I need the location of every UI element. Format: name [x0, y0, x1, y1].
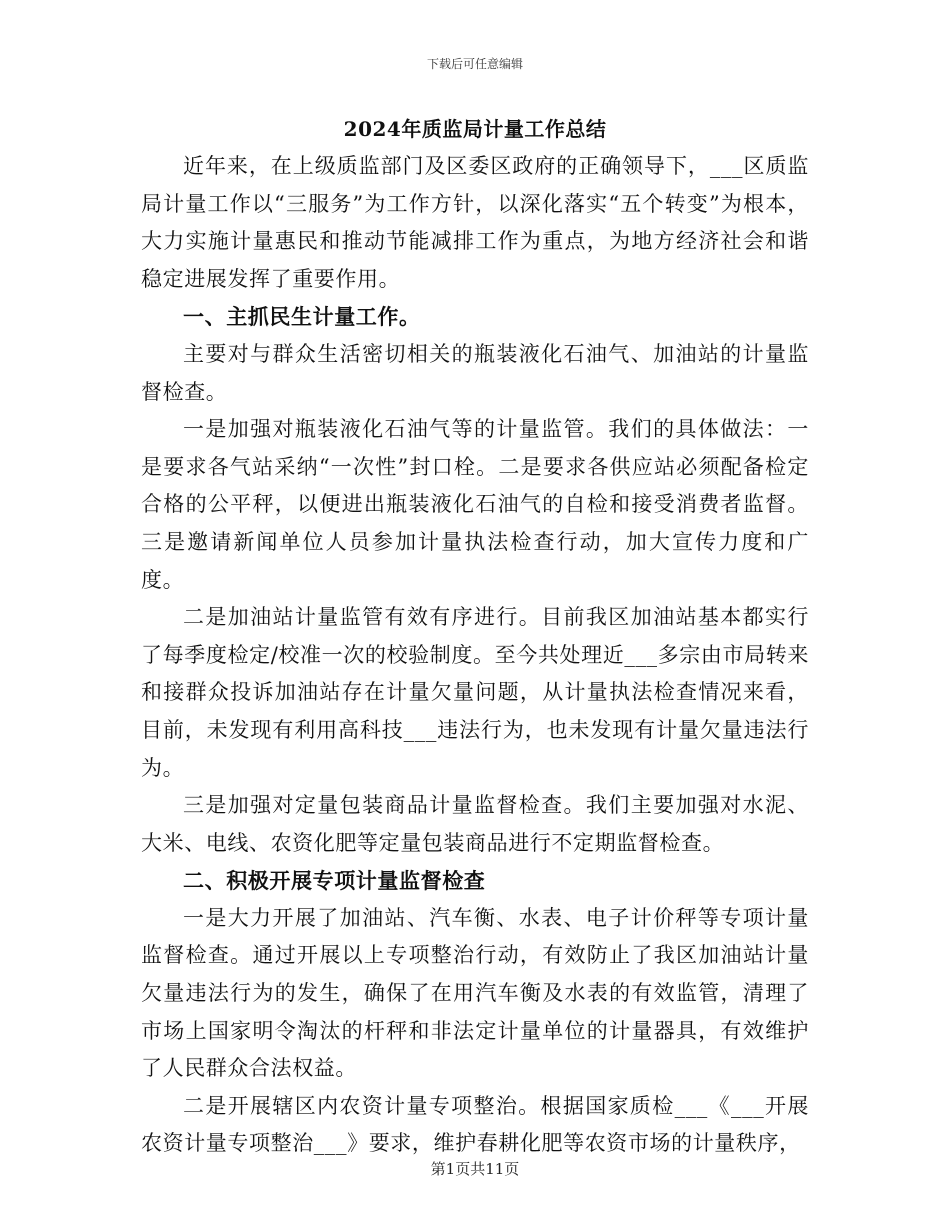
section-heading-2: 二、积极开展专项计量监督检查	[183, 868, 486, 894]
paragraph: 二是加油站计量监管有效有序进行。目前我区加油站基本都实行了每季度检定/校准一次的校验制度。至今共处理近___多宗由市局转来和接群众投诉加油站存在计量欠量问题，从计量执法检查情况来看，目前，未发现有利用高科技___违法行为，也未发现有计量欠量违法行为。	[141, 605, 809, 780]
page-footer: 第1页共11页	[430, 1160, 520, 1178]
paragraph-intro: 近年来，在上级质监部门及区委区政府的正确领导下，___区质监局计量工作以“三服务”为工作方针，以深化落实“五个转变”为根本，大力实施计量惠民和推动节能减排工作为重点，为地方经济社会和谐稳定进展发挥了重要作用。	[141, 154, 809, 291]
paragraph: 三是加强对定量包装商品计量监督检查。我们主要加强对水泥、大米、电线、农资化肥等定量包装商品进行不定期监督检查。	[141, 793, 809, 855]
section-heading-1: 一、主抓民生计量工作。	[183, 304, 421, 330]
document-title: 2024年质监局计量工作总结	[343, 117, 607, 141]
paragraph: 主要对与群众生活密切相关的瓶装液化石油气、加油站的计量监督检查。	[141, 341, 809, 404]
paragraph: 一是大力开展了加油站、汽车衡、水表、电子计价秤等专项计量监督检查。通过开展以上专项整治行动，有效防止了我区加油站计量欠量违法行为的发生，确保了在用汽车衡及水表的有效监管，清理了市场上国家明令淘汰的杆秤和非法定计量单位的计量器具，有效维护了人民群众合法权益。	[141, 905, 809, 1081]
paragraph: 二是开展辖区内农资计量专项整治。根据国家质检___《___开展农资计量专项整治___》要求，维护春耕化肥等农资市场的计量秩序，	[141, 1093, 809, 1156]
paragraph: 一是加强对瓶装液化石油气等的计量监管。我们的具体做法：一是要求各气站采纳“一次性”封口栓。二是要求各供应站必须配备检定合格的公平秤，以便进出瓶装液化石油气的自检和接受消费者监督。三是邀请新闻单位人员参加计量执法检查行动，加大宣传力度和广度。	[141, 417, 809, 592]
header-note: 下载后可任意编辑	[426, 57, 523, 71]
document-body	[141, 110, 809, 1163]
